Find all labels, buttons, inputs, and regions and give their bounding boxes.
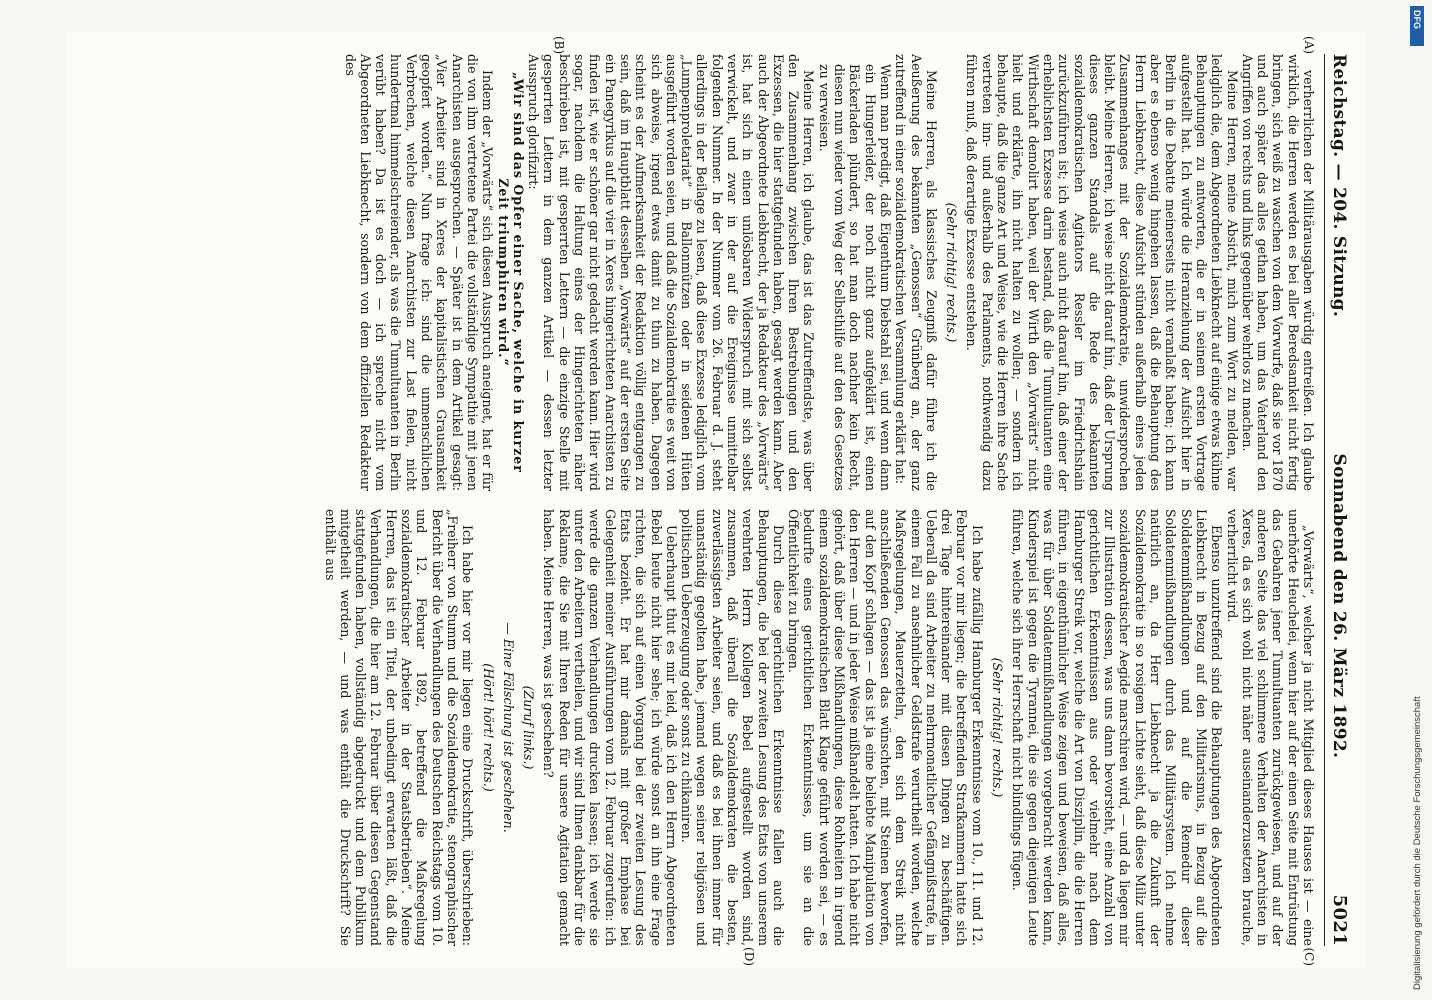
margin-marker-d: (D) <box>742 947 756 966</box>
paragraph: verherrlichen der Militärausgaben würdig entreißen. Ich glaube wirklich, die Herren werden es bei aller Beredsamkeit nicht fertig bringen, sich weiß zu waschen von dem Vorwurfe, daß sie vor 1870 und auch später das alles gethan haben, um das Vaterland den Angriffen von rechts und links gegenüber wehrlos zu machen. <box>1239 54 1316 491</box>
page-number: 5021 <box>1329 894 1350 946</box>
scanned-page <box>66 32 1366 968</box>
paragraph: Indem der „Vorwärts“ sich diesen Ausspruch aneignet, hat er für die von ihm vertretene Partei die vollständige Sympathie mit jenen Anarchisten ausgesprochen. — Später ist in dem Artikel gesagt: „Vier Arbeiter sind in Xeres der kapitalistischen Grausamkeit geopfert worden.“ Nun frage ich: sind die unmenschlichen Verbrechen, welche diesen Anarchisten zur Last fielen, nicht hundertmal himmelschreiender, als was die Tumultuanten in Berlin verübt haben? Da ist es doch — ich spreche nicht vom Abgeordneten Liebknecht, sondern von dem offiziellen Redakteur des <box>342 54 496 491</box>
interjection: (Zuruf links.) <box>521 685 537 770</box>
digitization-credit: Digitalisierung gefördert durch die Deutsche Forschungsgemeinschaft <box>1412 696 1423 990</box>
margin-marker-c: (C) <box>1302 947 1316 966</box>
header-left: Reichstag. — 204. Sitzung. <box>1329 54 1349 318</box>
margin-marker-a: (A) <box>1302 36 1316 55</box>
text-columns <box>86 36 1316 966</box>
paragraph: Ueberhaupt thut es mir leid, daß ich den Herrn Abgeordneten Bebel heute nicht hier sehe; ich würde sonst an ihn eine Frage richten, die sich auf einen Vorgang bei der zweiten Lesung des Etats bezieht. Er hat mir damals mit großer Emphase bei Gelegenheit meiner Ausführungen vom 12. Februar zugerufen: ich werde die ganzen Verhandlungen drucken lassen; ich werde sie unter den Arbeitern vertheilen, und wir sind Ihnen dankbar für die Reklame, die Sie mit Ihren Reden für unsere Agitation gemacht haben. Meine Herren, was ist geschehen? <box>541 509 679 946</box>
paragraph: Ich habe zufällig Hamburger Erkenntnisse vom 10., 11. und 12. Februar vor mir liegen; die betreffenden Strafkammern hatte sich drei Tage hintereinander mit diesen Dingen zu beschäftigen. Ueberall da sind Arbeiter zu mehrmonatlicher Gefängnißstrafe, in einem Fall zu ansehnlicher Geldstrafe verurtheilt worden, welche Maßregelungen, Mauerzetteln, den sich dem Streik nicht anschließenden Genossen das wünschten, mit Steinen beworfen, auf den Kopf schlagen — das ist ja eine beliebte Manipulation von den Herren — und in jeder Weise mißhandelt hatten. Ich habe nicht gehört, daß über diese Mißhandlungen, diese Rohheiten in irgend einem sozialdemokratischen Blatt Klage geführt worden sei, — es bedurfte eines gerichtlichen Erkenntnisses, um sie an die Öffentlichkeit zu bringen. <box>786 509 985 946</box>
paragraph: „Vorwärts“, welcher ja nicht Mitglied dieses Hauses ist — eine unerhörte Heuchelei, wenn hier auf der einen Seite mit Entrüstung das Gebahren jener Tumultuanten zurückgewiesen, und auf der anderen Seite das viel schlimmere Verhalten der Anarchisten in Xeres, da es sich wohl nicht näher auseinanderzusetzen brauche, verherrlicht wird. <box>1224 509 1316 946</box>
running-header <box>1324 54 1350 946</box>
paragraph: Meine Herren, meine Absicht, mich zum Wort zu melden, war lediglich die, dem Abgeordneten Liebknecht auf einige etwas kühne Behauptungen zu antworten, die er in seinem ersten Vortrage aufgestellt hat. Ich würde die Heranziehung der Aufsicht hier in Berlin in die Debatte meinerseits nicht veranlaßt haben; ich kann aber es ebenso wenig hingehen lassen, daß die Behauptung des Herrn Liebknecht, diese Aufsicht stünden außerhalb eines jeden Zusammenhanges mit der Sozialdemokratie, unwidersprochen bleibt. Meine Herren, ich weise nicht darauf hin, daß der Ursprung dieses ganzen Standals auf die Rede des bekannten sozialdemokratischen Agitators Ressler im Friedrichshain zurückzuführen ist; ich weise auch nicht darauf hin, daß einer der erheblichsten Exzesse darin bestand, daß die Tumultuanten eine Wirthschaft demolirt haben, weil der Wirth den „Vorwärts“ nicht hielt und erklärte, ihn nicht halten zu wollen; — sondern ich behaupte, daß die ganze Art und Weise, wie die Herren ihre Sache vertreten inn- und außerhalb des Parlaments, nothwendig dazu führen muß, daß derartige Exzesse entstehen. <box>964 54 1240 491</box>
interjection: — Eine Fälschung ist geschehen. <box>500 622 516 833</box>
interjection: (Sehr richtig! rechts.) <box>990 657 1006 798</box>
margin-marker-b: (B) <box>552 36 566 55</box>
column-right <box>86 509 1316 966</box>
paragraph: Durch diese gerichtlichen Erkenntnisse fallen auch die Behauptungen, die bei der zweiten Lesung des Etats von unserem verehrten Herrn Kollegen Bebel aufgestellt worden sind, zusammen, daß überall die Sozialdemokraten die besten, zuverlässigsten Arbeiter seien, und daß es bei ihnen immer für unanständig gegolten habe, jemand wegen seiner religiösen und politischen Ueberzeugung oder sonst zu chikaniren. <box>679 509 786 946</box>
header-center: Sonnabend den 26. März 1892. <box>1329 453 1349 759</box>
interjection: (Sehr richtig! rechts.) <box>944 202 960 343</box>
paragraph: Meine Herren, als klassisches Zeugniß dafür führe ich die Aeußerung des bekannten „Genossen“ Grünberg an, der ganz zutreffend in einer sozialdemokratischen Versammlung erklärt hat: <box>893 54 939 491</box>
column-left <box>86 36 1316 491</box>
paragraph: Meine Herren, ich glaube, das ist das Zutreffendste, was über den Zusammenhang zwischen Ihren Bestrebungen und den Exzessen, die hier stattgefunden haben, gesagt werden kann. Aber auch der Abgeordnete Liebknecht, der ja Redakteur des „Vorwärts“ ist, hat sich in einen unlösbaren Widerspruch mit sich selbst verwickelt, und zwar in der auf die Ereignisse unmittelbar folgenden Nummer. In der Nummer vom 26. Februar d. J. steht allerdings in der Beilage zu lesen, daß diese Exzesse lediglich vom „Lumpenproletariat“ in Ballonmützen oder in seidenen Hüten ausgeführt worden seien, und daß die Sozialdemokratie es weit von sich abweise, irgend etwas damit zu thun zu haben. Dagegen scheint es der Aufmerksamkeit der Redaktion völlig entgangen zu sein, daß im Hauptblatt desselben „Vorwärts“ auf der ersten Seite ein Panegyrikus auf die vier in Xeres hingerichteten Anarchisten zu finden ist, wie er schöner gar nicht gedacht werden kann. Hier wird sogar, nachdem die Haltung eines der Hingerichteten näher beschrieben ist, mit gesperrten Lettern — die einzige Stelle mit gesperrten Lettern in dem ganzen Artikel — dessen letzter Ausspruch glorifizirt: <box>526 54 817 491</box>
quotation-emphasis: „Wir sind das Opfer einer Sache, welche in kurzer Zeit triumphiren wird.“ <box>495 72 526 473</box>
quotation: Wenn man predigt, daß Eigenthum Diebstahl sei, und wenn dann ein Hungerleider, der noch nicht ganz aufgeklärt ist, einen Bäckerladen plündert, so hat man doch nachher kein Recht, diesen nun wieder vom Weg der Selbsthilfe auf den des Gesetzes zu verweisen. <box>816 64 893 491</box>
paragraph: Ich habe hier vor mir liegen eine Druckschrift, überschrieben: „Freiherr von Stumm und die Sozialdemokratie, stenographischer Bericht über die Verhandlungen des Deutschen Reichstags vom 10. und 12. Februar 1892, betreffend die Maßregelung sozialdemokratischer Arbeiter in der Staatsbetrieben“. Meine Herren, das ist ein Titel, der unbedingt erwarten läßt, daß die Verhandlungen, die hier am 12. Februar über diesen Gegenstand stattgefunden haben, vollständig abgedruckt und dem Publikum mitgetheilt werden, — und was enthält die Druckschrift? Sie enthält aus <box>322 509 476 946</box>
interjection: (Hört! hört! rechts.) <box>480 663 496 792</box>
paragraph: Ebenso unzutreffend sind die Behauptungen des Abgeordneten Liebknecht in Bezug auf den Militarismus, in Bezug auf die Soldatenmißhandlungen und auf die Remedur dieser Soldatenmißhandlungen durch das Militärsystem. Ich nehme natürlich an, da Herr Liebknecht ja die Zukunft der Sozialdemokratie in so rosigem Lichte sieht, daß diese Miliz unter sozialdemokratischer Aegide marschiren wird, — und da liegen mir zur Illustration dessen, was uns dann bevorsteht, eine Anzahl von gerichtlichen Erkenntnissen aus oder vielmehr nach dem Hamburger Streik vor, welche die Art von Disziplin, die die Herren führen, in eigenthümlicher Weise zeigen und beweisen, daß alles, was für über Soldatenmißhandlungen vorgebracht werden kann, Kinderspiel ist gegen die Tyrannei, die sie gegen diejenigen Leute führen, welche sich ihrer Herrschaft nicht blindlings fügen. <box>1010 509 1225 946</box>
dfg-logo-text: DFG <box>1412 10 1422 29</box>
dfg-logo <box>1410 6 1424 46</box>
